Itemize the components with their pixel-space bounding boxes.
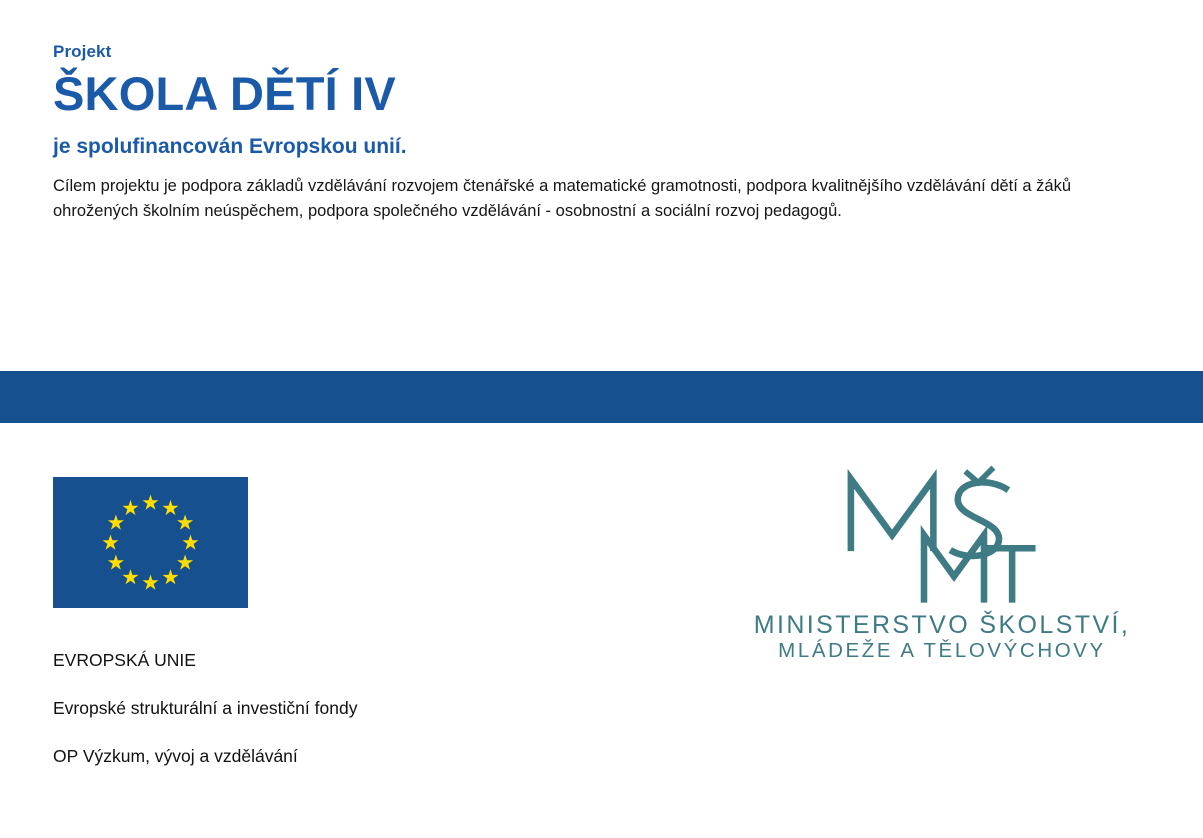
eu-stars-icon [53, 477, 248, 608]
project-kicker: Projekt [53, 42, 112, 61]
project-subtitle: je spolufinancován Evropskou unií. [53, 135, 407, 158]
eu-caption-line-1: EVROPSKÁ UNIE [53, 650, 196, 670]
msmt-logo-text [742, 612, 1142, 664]
msmt-text-line-2: MLÁDEŽE A TĚLOVÝCHOVY [778, 639, 1106, 662]
eu-logo-caption [53, 624, 357, 792]
msmt-logo-block [742, 462, 1142, 664]
project-description: Cílem projektu je podpora základů vzdělávání rozvojem čtenářské a matematické gramotnosti, podpora kvalitnějšího vzdělávání dětí a žáků ohrožených školním neúspěchem, podpora společného vzdělávání - osobnostní a sociální rozvoj pedagogů. [53, 177, 1072, 220]
eu-caption-line-3: OP Výzkum, vývoj a vzdělávání [53, 746, 298, 766]
eu-flag-icon [53, 477, 248, 608]
msmt-text-line-1: MINISTERSTVO ŠKOLSTVÍ, [753, 611, 1131, 639]
msmt-monogram-icon [834, 462, 1050, 612]
eu-caption-line-2: Evropské strukturální a investiční fondy [53, 698, 358, 718]
project-header [53, 42, 1153, 224]
divider-band [0, 371, 1203, 423]
page-title: ŠKOLA DĚTÍ IV [53, 67, 396, 120]
eu-logo-block [53, 477, 357, 792]
